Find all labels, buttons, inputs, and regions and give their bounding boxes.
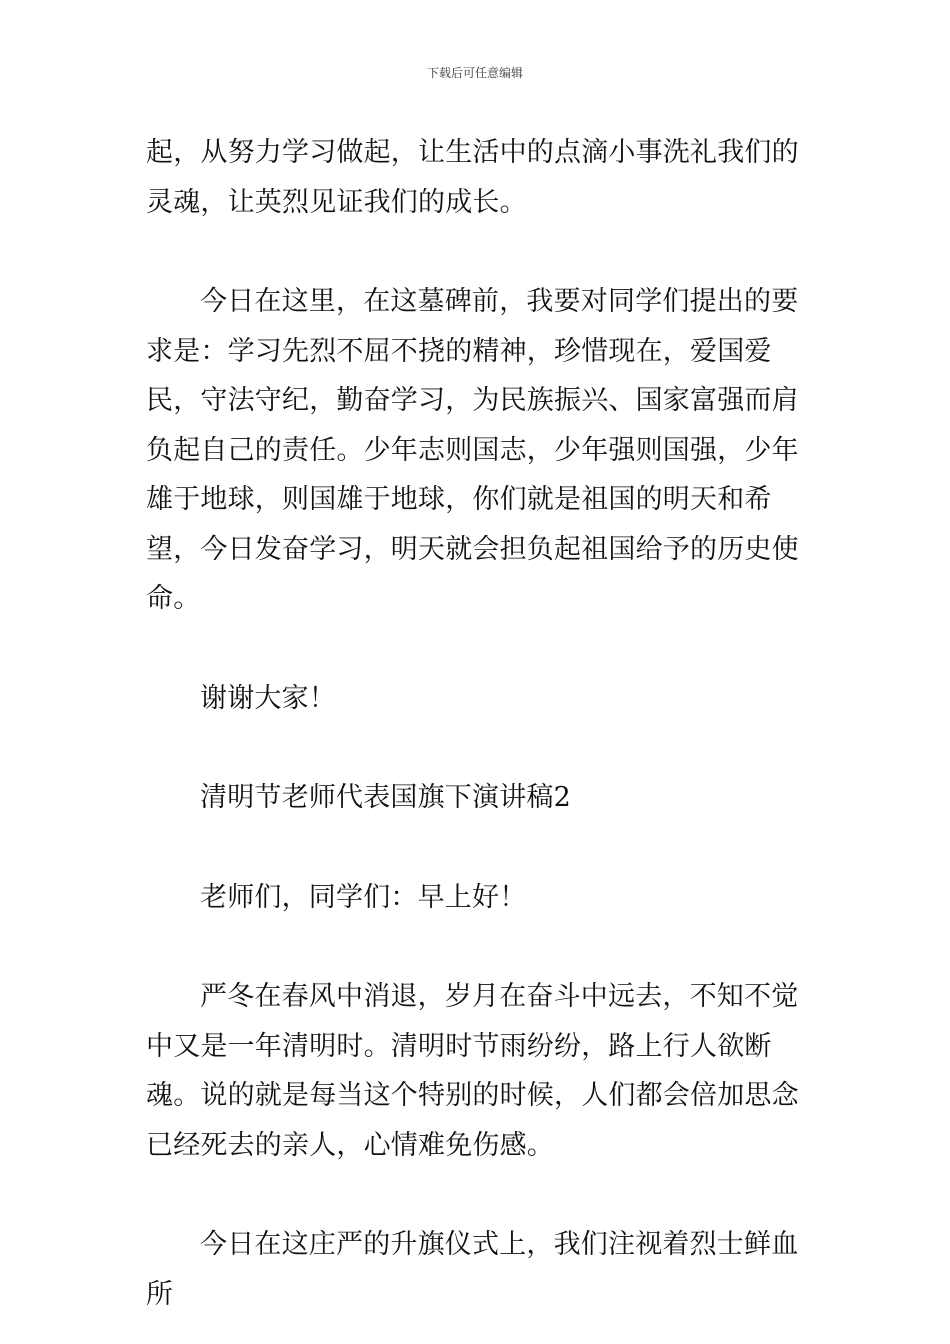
section-title: 清明节老师代表国旗下演讲稿2 [200, 782, 571, 813]
greeting: 老师们，同学们：早上好！ [200, 881, 527, 913]
paragraph-1: 起，从努力学习做起，让生活中的点滴小事洗礼我们的灵魂，让英烈见证我们的成长。 [146, 137, 799, 218]
paragraph-thanks: 谢谢大家！ [200, 682, 336, 714]
page-header: 下载后可任意编辑 [426, 66, 523, 80]
document-body [146, 128, 806, 1319]
paragraph-4: 今日在这庄严的升旗仪式上，我们注视着烈士鲜血所 [146, 1229, 799, 1310]
paragraph-2: 今日在这里，在这墓碑前，我要对同学们提出的要求是：学习先烈不屈不挠的精神，珍惜现在，爱国爱民，守法守纪，勤奋学习，为民族振兴、国家富强而肩负起自己的责任。少年志则国志，少年强则国强，少年雄于地球，则国雄于地球，你们就是祖国的明天和希望，今日发奋学习，明天就会担负起祖国给予的历史使命。 [146, 286, 799, 614]
paragraph-3: 严冬在春风中消退，岁月在奋斗中远去，不知不觉中又是一年清明时。清明时节雨纷纷，路上行人欲断魂。说的就是每当这个特别的时候，人们都会倍加思念已经死去的亲人，心情难免伤感。 [146, 981, 799, 1161]
